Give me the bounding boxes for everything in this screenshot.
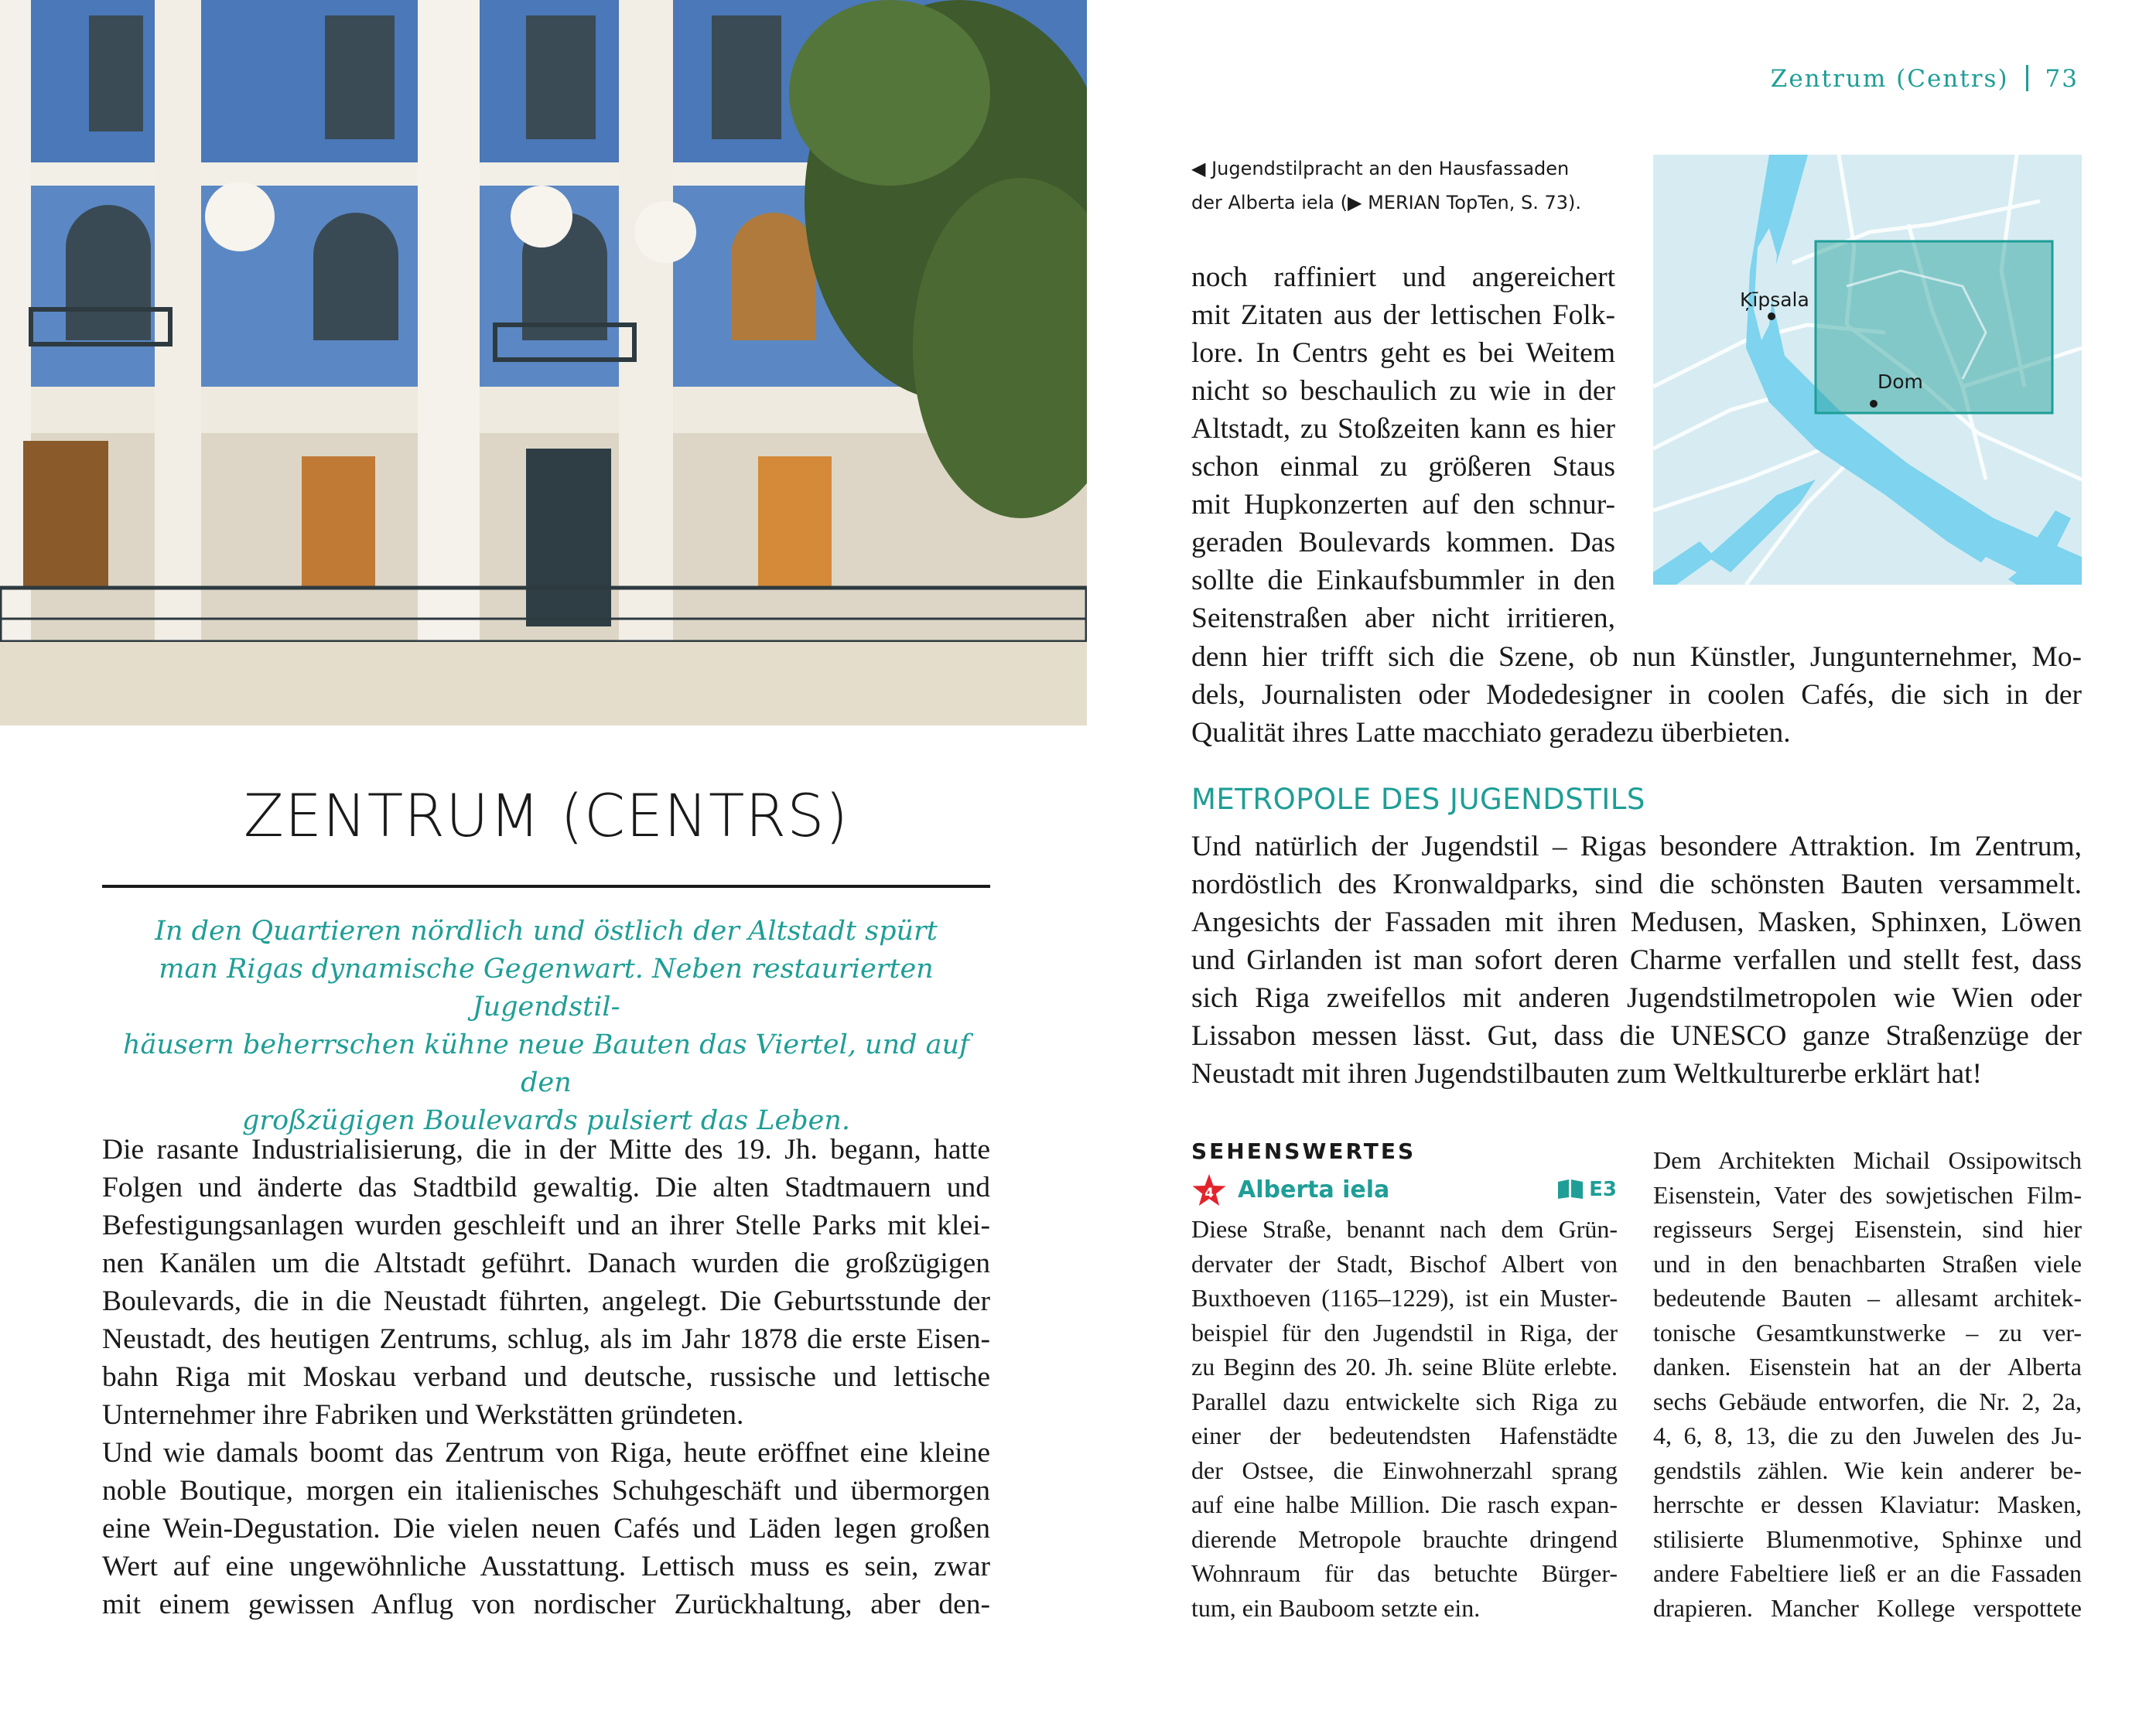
body-line: geraden Boulevards kommen. Das (1191, 527, 1615, 558)
map-book-icon (1556, 1179, 1584, 1199)
body-line: Seitenstraßen aber nicht irritieren, (1191, 602, 1615, 634)
body-line: eine Wein-Degustation. Die vielen neuen Cafés und Läden legen großen (102, 1513, 990, 1545)
star-icon (1191, 1173, 1227, 1209)
body-line: lore. In Centrs geht es bei Weitem (1191, 337, 1615, 369)
section-body-text (1191, 828, 2082, 1093)
body-line: sich Riga zweifellos mit anderen Jugendstilmetropolen wie Wien oder (1191, 982, 2082, 1014)
body-line: danken. Eisenstein hat an der Alberta (1653, 1353, 2082, 1381)
body-line: Und wie damals boomt das Zentrum von Riga, heute eröffnet eine kleine (102, 1437, 990, 1469)
right-body-text-top (1191, 258, 1615, 637)
intro-line: großzügigen Boulevards pulsiert das Leben. (241, 1105, 851, 1136)
photo-caption (1191, 152, 1625, 220)
body-line: sechs Gebäude entworfen, die Nr. 2, 2a, (1653, 1387, 2082, 1415)
section-heading: METROPOLE DES JUGENDSTILS (1191, 783, 1645, 816)
body-line: sollte die Einkaufsbummler in den (1191, 565, 1615, 596)
body-line: Buxthoeven (1165–1229), ist ein Muster- (1191, 1284, 1618, 1312)
body-line: mit Hupkonzerten auf den schnur- (1191, 489, 1615, 521)
body-line: mit Zitaten aus der lettischen Folk- (1191, 299, 1615, 331)
body-line: nicht so beschaulich zu wie in der (1191, 375, 1615, 407)
intro-line: häusern beherrschen kühne neue Bauten das Viertel, und auf den (122, 1029, 970, 1098)
body-line: Eisenstein, Vater des sowjetischen Film- (1653, 1180, 2082, 1209)
body-line: herrschte er dessen Klaviatur: Masken, (1653, 1490, 2082, 1518)
body-line: tum, ein Bauboom setzte ein. (1191, 1593, 1481, 1622)
running-head (1771, 65, 2079, 93)
locator-map (1653, 155, 2082, 585)
intro-line: In den Quartieren nördlich und östlich der Altstadt spürt (155, 916, 938, 947)
body-line: 4, 6, 8, 13, die zu den Juwelen des Ju- (1653, 1422, 2082, 1449)
body-line: Unternehmer ihre Fabriken und Werkstätten gründeten. (102, 1399, 744, 1431)
body-line: noch raffiniert und angereichert (1191, 261, 1615, 293)
body-line: Und natürlich der Jugendstil – Rigas besondere Attraktion. Im Zentrum, (1191, 831, 2082, 862)
chapter-intro (102, 913, 990, 1140)
sight-title-row (1191, 1173, 1617, 1209)
body-line: Neustadt, des heutigen Zentrums, schlug, als im Jahr 1878 die erste Eisen- (102, 1323, 990, 1355)
page-number: 73 (2045, 65, 2079, 93)
body-line: mit einem gewissen Anflug von nordischer Zurückhaltung, aber den- (102, 1589, 990, 1620)
sights-label: SEHENSWERTES (1191, 1138, 1416, 1164)
body-line: noble Boutique, morgen ein italienisches Schuhgeschäft und übermorgen (102, 1475, 990, 1507)
grid-ref-text: E3 (1589, 1178, 1617, 1201)
body-line: dervater der Stadt, Bischof Albert von (1191, 1249, 1618, 1278)
running-head-section: Zentrum (Centrs) (1770, 65, 2009, 93)
body-line: nordöstlich des Kronwaldparks, sind die schönsten Bauten versammelt. (1191, 869, 2082, 900)
body-line: bedeutende Bauten – allesamt architek- (1653, 1284, 2082, 1312)
body-line: und Girlanden ist man sofort deren Charme verfallen und stellt fest, dass (1191, 944, 2082, 976)
body-line: dierende Metropole brauchte dringend (1191, 1524, 1618, 1553)
body-line: Wert auf eine ungewöhnliche Ausstattung. Lettisch muss es sein, zwar (102, 1551, 990, 1582)
body-line: dels, Journalisten oder Modedesigner in coolen Cafés, die sich in der (1191, 679, 2082, 711)
caption-line: ◀ Jugendstilpracht an den Hausfassaden (1191, 158, 1570, 179)
running-head-divider (2026, 65, 2028, 91)
body-line: und in den benachbarten Straßen viele (1653, 1249, 2082, 1278)
body-line: Befestigungsanlagen wurden geschleift und an ihrer Stelle Parks mit klei- (102, 1210, 990, 1241)
body-line: Lissabon messen lässt. Gut, dass die UNESCO ganze Straßenzüge der (1191, 1020, 2082, 1052)
right-body-text-full (1191, 638, 2082, 752)
body-line: tonische Gesamtkunstwerke – zu ver- (1653, 1318, 2082, 1347)
body-line: Wohnraum für das betuchte Bürger- (1191, 1559, 1618, 1587)
sight-description-col1 (1191, 1212, 1618, 1625)
body-line: zu Beginn des 20. Jh. seine Blüte erlebte. (1191, 1353, 1618, 1381)
facade-photo (0, 0, 1087, 725)
body-line: Die rasante Industrialisierung, die in der Mitte des 19. Jh. begann, hatte (102, 1134, 990, 1166)
body-line: Dem Architekten Michail Ossipowitsch (1653, 1146, 2082, 1174)
body-line: Folgen und änderte das Stadtbild gewaltig. Die alten Stadtmauern und (102, 1172, 990, 1203)
map-label-dom: Dom (1878, 370, 1923, 393)
sight-grid-ref (1556, 1178, 1617, 1201)
chapter-rule (102, 885, 990, 888)
body-line: gendstils zählen. Wie kein anderer be- (1653, 1456, 2082, 1484)
body-line: schon einmal zu größeren Staus (1191, 451, 1615, 483)
body-line: bahn Riga mit Moskau verband und deutsche, russische und lettische (102, 1361, 990, 1393)
left-body-text (102, 1131, 990, 1623)
body-line: Altstadt, zu Stoßzeiten kann es hier (1191, 413, 1615, 445)
body-line: Diese Straße, benannt nach dem Grün- (1191, 1215, 1618, 1243)
body-line: Parallel dazu entwickelte sich Riga zu (1191, 1387, 1618, 1415)
sight-name: Alberta iela (1238, 1176, 1390, 1203)
intro-line: man Rigas dynamische Gegenwart. Neben restaurierten Jugendstil- (159, 954, 934, 1022)
caption-line: der Alberta iela (▶ MERIAN TopTen, S. 73). (1191, 192, 1582, 213)
body-line: regisseurs Sergej Eisenstein, sind hier (1653, 1215, 2082, 1243)
body-line: stilisierte Blumenmotive, Sphinxe und (1653, 1524, 2082, 1553)
sight-number: 4 (1204, 1186, 1214, 1201)
sight-description-col2 (1653, 1143, 2082, 1625)
body-line: drapieren. Mancher Kollege verspottete (1653, 1593, 2082, 1622)
body-line: Boulevards, die in die Neustadt führten, angelegt. Die Geburtsstunde der (102, 1285, 990, 1317)
body-line: beispiel für den Jugendstil in Riga, der (1191, 1318, 1618, 1347)
body-line: Qualität ihres Latte macchiato geradezu überbieten. (1191, 717, 1791, 749)
chapter-title: ZENTRUM (CENTRS) (243, 781, 849, 850)
body-line: auf eine halbe Million. Die rasch expan- (1191, 1490, 1618, 1518)
body-line: Angesichts der Fassaden mit ihren Medusen, Masken, Sphinxen, Löwen (1191, 906, 2082, 938)
body-line: der Ostsee, die Einwohnerzahl sprang (1191, 1456, 1618, 1484)
body-line: Neustadt mit ihren Jugendstilbauten zum Weltkulturerbe erklärt hat! (1191, 1058, 1983, 1090)
map-label-kipsala: Ķīpsala (1740, 288, 1809, 311)
body-line: denn hier trifft sich die Szene, ob nun Künstler, Jungunternehmer, Mo- (1191, 641, 2082, 673)
body-line: nen Kanälen um die Altstadt geführt. Danach wurden die großzügigen (102, 1248, 990, 1279)
body-line: einer der bedeutendsten Hafenstädte (1191, 1422, 1618, 1449)
body-line: andere Fabeltiere ließ er an die Fassaden (1653, 1559, 2082, 1587)
